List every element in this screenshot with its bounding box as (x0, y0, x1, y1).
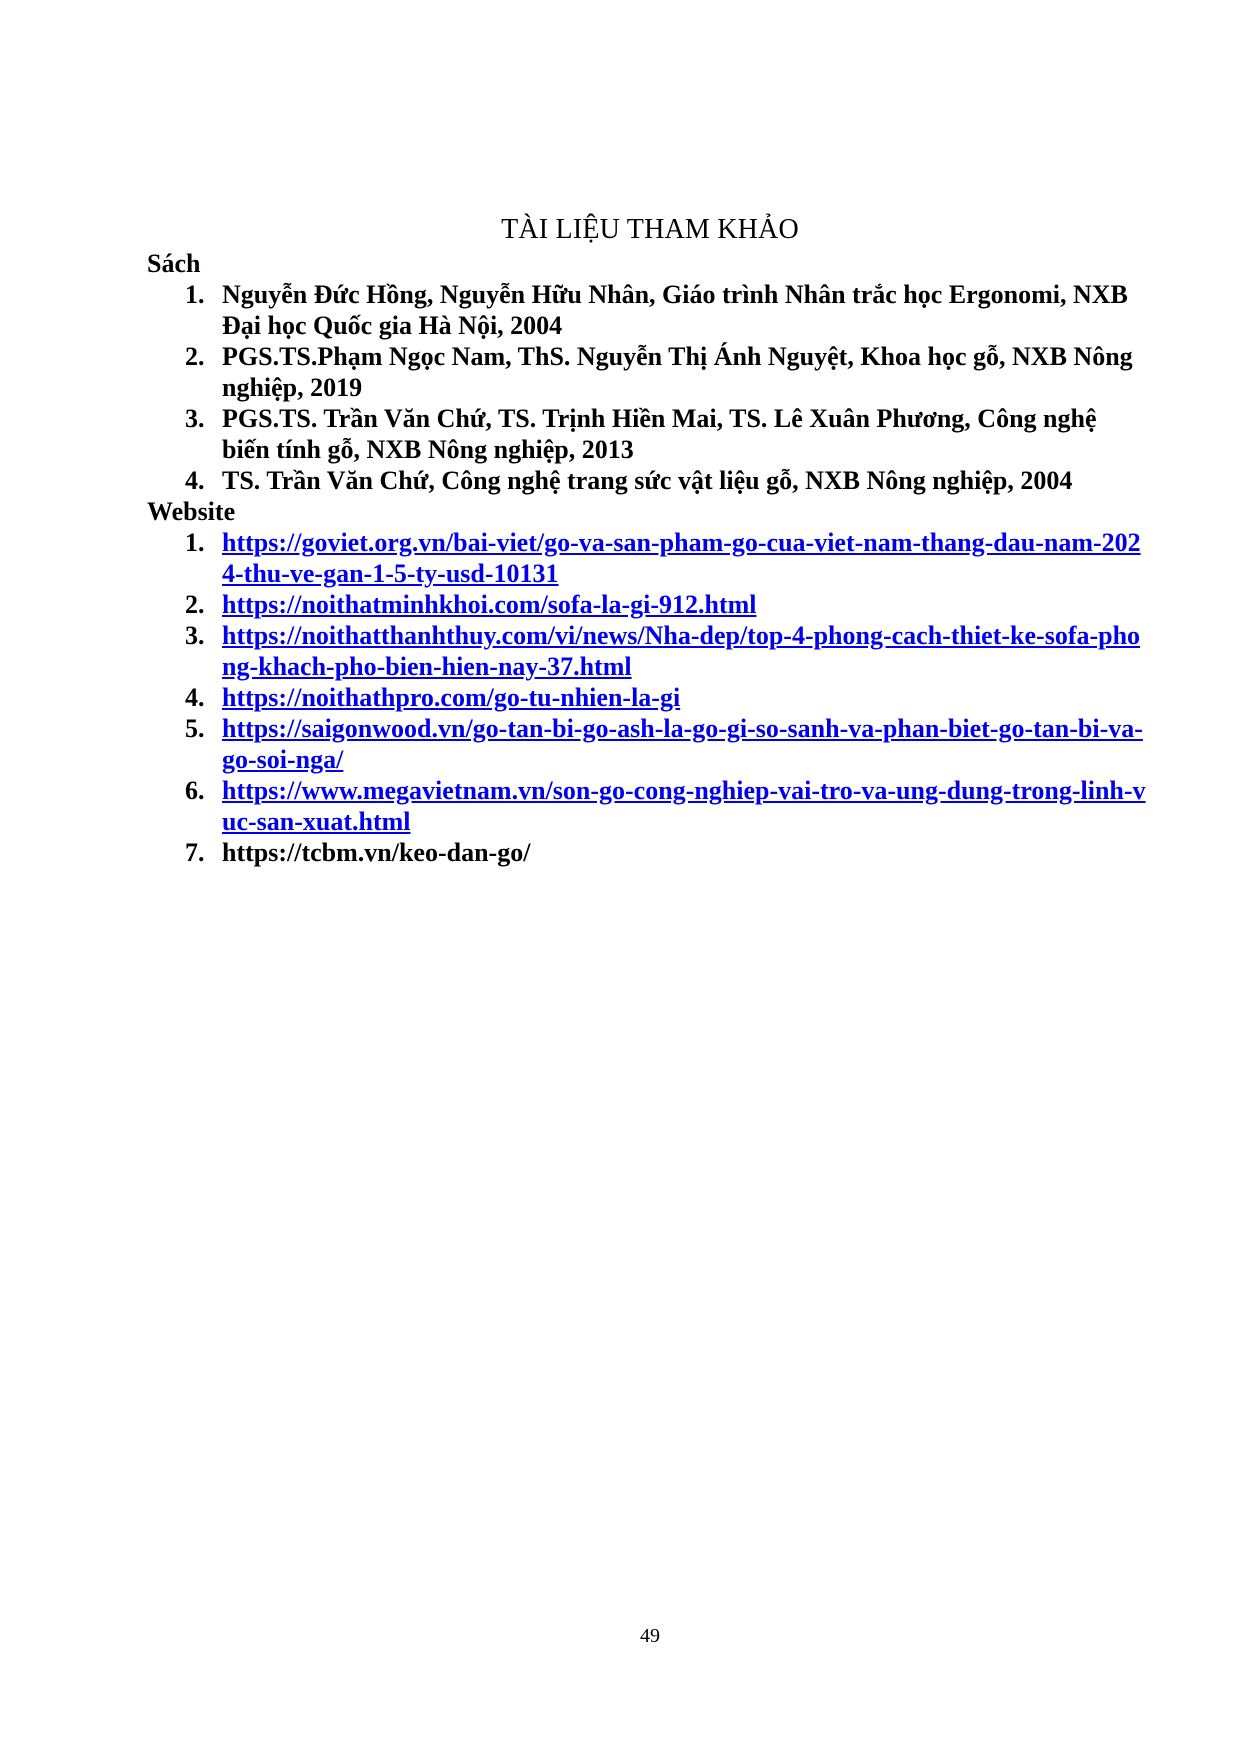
book-item (147, 341, 1147, 403)
page-title: TÀI LIỆU THAM KHẢO (501, 214, 799, 245)
website-item (147, 589, 1147, 620)
book-item-text: PGS.TS. Trần Văn Chứ, TS. Trịnh Hiền Mai, TS. Lê Xuân Phương, Công nghệ biến tính gỗ, NXB Nông nghiệp, 2013 (222, 404, 1097, 464)
website-item (147, 713, 1147, 775)
website-item (147, 775, 1147, 837)
website-item-number: 3. (185, 621, 205, 650)
website-item (147, 682, 1147, 713)
website-list (147, 527, 1147, 868)
website-link[interactable]: https://www.megavietnam.vn/son-go-cong-nghiep-vai-tro-va-ung-dung-trong-linh-vuc-san-xuat.html (222, 776, 1146, 836)
website-item (147, 837, 1147, 868)
website-item-number: 6. (185, 776, 205, 805)
book-item-text: PGS.TS.Phạm Ngọc Nam, ThS. Nguyễn Thị Ánh Nguyệt, Khoa học gỗ, NXB Nông nghiệp, 2019 (222, 342, 1133, 402)
references-content (147, 248, 1147, 868)
website-item-number: 7. (185, 838, 205, 867)
book-item-number: 1. (185, 280, 205, 309)
book-item (147, 403, 1147, 465)
book-item-number: 2. (185, 342, 205, 371)
website-heading: Website (147, 497, 236, 526)
website-item (147, 620, 1147, 682)
website-item-number: 2. (185, 590, 205, 619)
book-item-text: Nguyễn Đức Hồng, Nguyễn Hữu Nhân, Giáo trình Nhân trắc học Ergonomi, NXB Đại học Quốc gia Hà Nội, 2004 (222, 280, 1128, 340)
books-heading: Sách (147, 249, 201, 278)
website-item-number: 5. (185, 714, 205, 743)
page-number: 49 (640, 1625, 660, 1647)
book-item (147, 465, 1147, 496)
website-item (147, 527, 1147, 589)
website-item-number: 1. (185, 528, 205, 557)
book-item-text: TS. Trần Văn Chứ, Công nghệ trang sức vật liệu gỗ, NXB Nông nghiệp, 2004 (222, 466, 1073, 495)
website-link[interactable]: https://goviet.org.vn/bai-viet/go-va-san-pham-go-cua-viet-nam-thang-dau-nam-2024-thu-ve-gan-1-5-ty-usd-10131 (222, 528, 1141, 588)
book-item-number: 3. (185, 404, 205, 433)
book-item (147, 279, 1147, 341)
website-url-text: https://tcbm.vn/keo-dan-go/ (222, 838, 531, 867)
book-item-number: 4. (185, 466, 205, 495)
website-item-number: 4. (185, 683, 205, 712)
website-link[interactable]: https://noithatminhkhoi.com/sofa-la-gi-912.html (222, 590, 757, 619)
website-link[interactable]: https://noithatthanhthuy.com/vi/news/Nha-dep/top-4-phong-cach-thiet-ke-sofa-phong-khach-pho-bien-hien-nay-37.html (222, 621, 1141, 681)
website-link[interactable]: https://saigonwood.vn/go-tan-bi-go-ash-la-go-gi-so-sanh-va-phan-biet-go-tan-bi-va-go-soi-nga/ (222, 714, 1143, 774)
books-list (147, 279, 1147, 496)
website-link[interactable]: https://noithathpro.com/go-tu-nhien-la-gi (222, 683, 681, 712)
